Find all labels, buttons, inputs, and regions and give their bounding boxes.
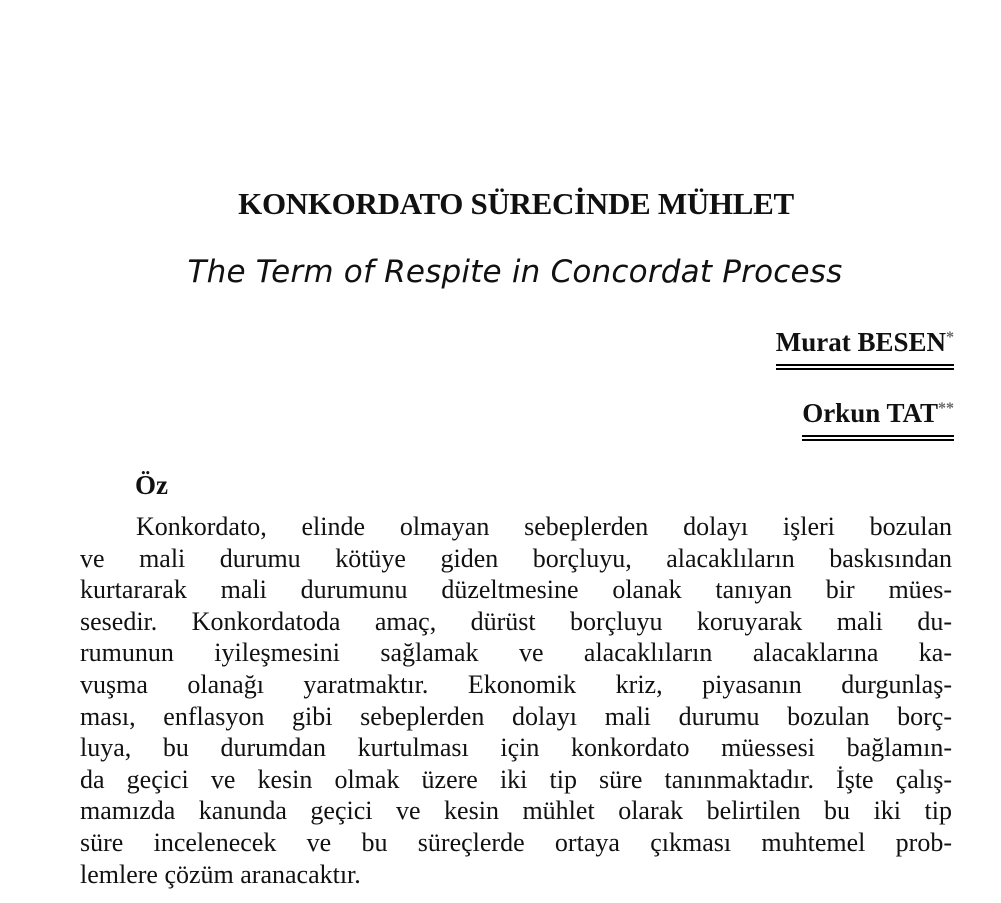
- abstract-line: vuşma olanağı yaratmaktır. Ekonomik kriz, piyasanın durgunlaş-: [80, 669, 952, 699]
- author-name: Murat BESEN: [775, 327, 946, 357]
- abstract-line: luya, bu durumdan kurtulması için konkordato müessesi bağlamın-: [80, 733, 952, 763]
- author-orkun-tat: [802, 398, 954, 441]
- abstract-line: süre incelenecek ve bu süreçlerde ortaya çıkması muhtemel prob-: [80, 827, 952, 857]
- abstract-line: rumunun iyileşmesini sağlamak ve alacaklıların alacaklarına ka-: [80, 638, 952, 668]
- abstract-line: kurtararak mali durumunu düzeltmesine olanak tanıyan bir mües-: [80, 575, 952, 605]
- abstract-line: ması, enflasyon gibi sebeplerden dolayı mali durumu bozulan borç-: [80, 701, 952, 731]
- abstract-line: ve mali durumu kötüye giden borçluyu, alacaklıların baskısından: [80, 543, 952, 573]
- abstract-heading: Öz: [135, 470, 168, 500]
- abstract-line: lemlere çözüm aranacaktır.: [80, 859, 361, 889]
- abstract-body: [80, 511, 952, 890]
- author-murat-besen: [776, 327, 954, 370]
- abstract-line: Konkordato, elinde olmayan sebeplerden dolayı işleri bozulan: [136, 512, 952, 541]
- abstract-line: sesedir. Konkordatoda amaç, dürüst borçluyu koruyarak mali du-: [80, 606, 952, 636]
- author-footnote-mark: **: [938, 400, 954, 417]
- abstract-line: da geçici ve kesin olmak üzere iki tip süre tanınmaktadır. İşte çalış-: [80, 764, 952, 794]
- article-title: KONKORDATO SÜRECİNDE MÜHLET: [238, 186, 794, 221]
- author-footnote-mark: *: [946, 329, 954, 346]
- abstract-line: mamızda kanunda geçici ve kesin mühlet olarak belirtilen bu iki tip: [80, 796, 952, 826]
- author-name: Orkun TAT: [802, 398, 938, 428]
- article-subtitle: The Term of Respite in Concordat Process: [187, 254, 843, 290]
